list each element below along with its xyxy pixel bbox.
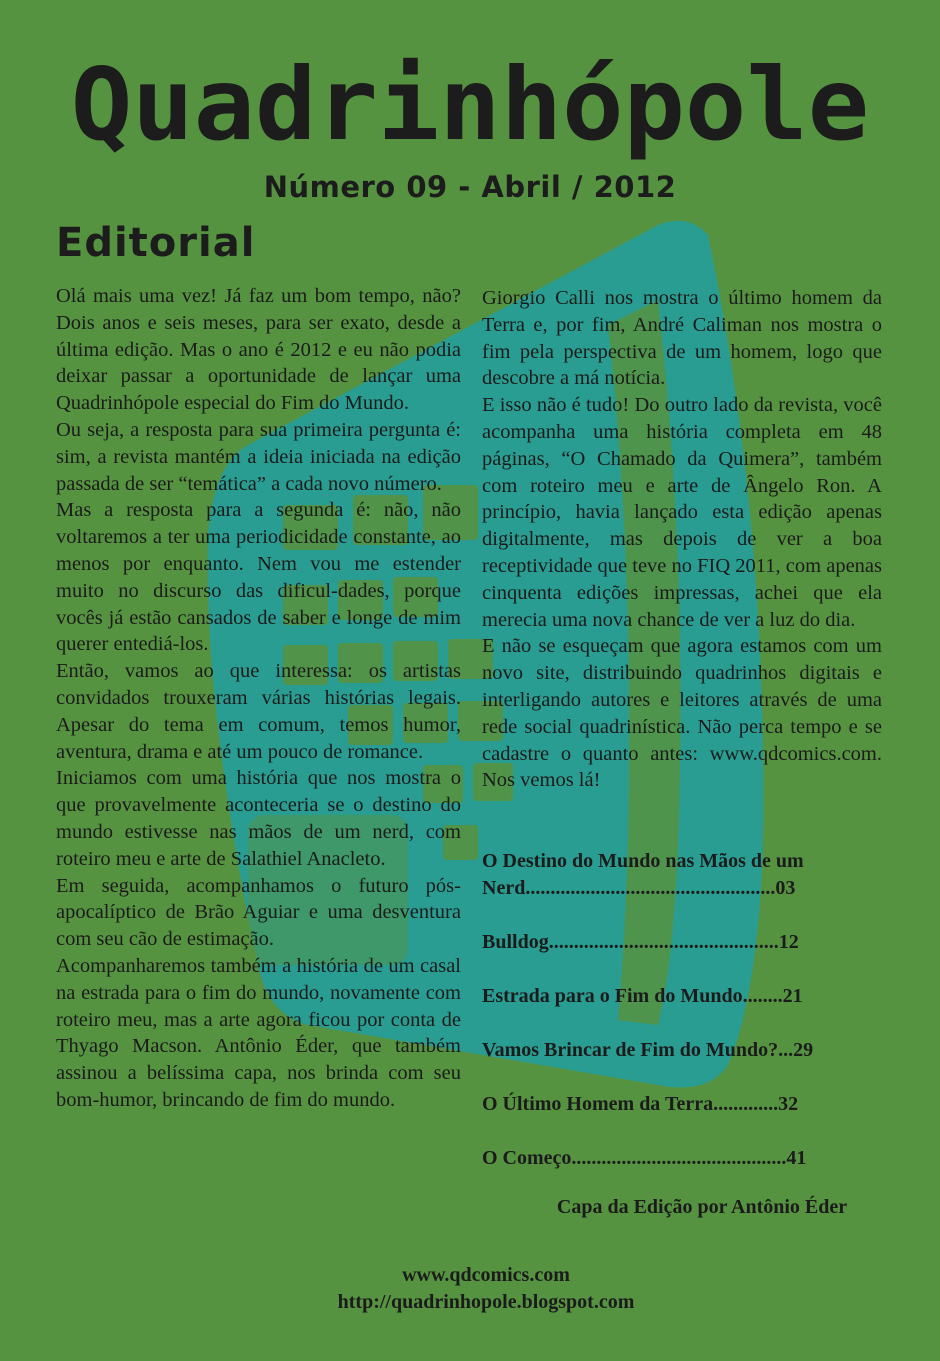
footer — [0, 1262, 940, 1316]
toc-entry: O Último Homem da Terra.............32 — [482, 1093, 799, 1115]
paragraph: Acompanharemos também a história de um casal na estrada para o fim do mundo, novamente com roteiro meu, mas a arte agora ficou por conta de Thyago Macson. Antônio Éder, que também assinou a belíssima capa, nos brinda com seu bom-humor, brincando de fim do mundo. — [56, 954, 461, 1111]
paragraph: E isso não é tudo! Do outro lado da revista, você acompanha uma história completa em 48 páginas, “O Chamado da Quimera”, também com roteiro meu e arte de Ângelo Ron. A princípio, havia lançado esta edição apenas digitalmente, mas depois de ver a boa receptividade que teve no FIQ 2011, com apenas cinquenta edições impressas, achei que ela merecia uma nova chance de ver a luz do dia. — [482, 394, 882, 631]
blog-url: http://quadrinhopole.blogspot.com — [337, 1291, 635, 1313]
site-url: www.qdcomics.com — [402, 1264, 570, 1286]
paragraph: Mas a resposta para a segunda é: não, não voltaremos a ter uma periodicidade constante, ao menos por enquanto. Nem vou me estender muito no discurso das dificul-dades, porque vocês já estão cansados de saber e longe de mim querer entediá-los. — [56, 499, 461, 656]
toc-entry: Bulldog..............................................12 — [482, 931, 799, 953]
paragraph: Giorgio Calli nos mostra o último homem da Terra e, por fim, André Caliman nos mostra o fim pela perspectiva de um homem, logo que descobre a má notícia. — [482, 287, 882, 390]
paragraph: Em seguida, acompanhamos o futuro pós-apocalíptico de Brão Aguiar e uma desventura com seu cão de estimação. — [56, 874, 461, 951]
toc-entry-continued: Nerd..................................................03 — [482, 877, 796, 899]
paragraph: Ou seja, a resposta para sua primeira pergunta é: sim, a revista mantém a ideia iniciada na edição passada de ser “temática” a cada novo número. — [56, 418, 461, 495]
cover-credit: Capa da Edição por Antônio Éder — [556, 1196, 848, 1218]
paragraph: Olá mais uma vez! Já faz um bom tempo, não? Dois anos e seis meses, para ser exato, desde a última edição. Mas o ano é 2012 e eu não podia deixar passar a oportunidade de lançar uma Quadrinhópole especial do Fim do Mundo. — [56, 285, 461, 415]
editorial-left-column — [56, 283, 461, 1114]
paragraph: E não se esqueçam que agora estamos com um novo site, distribuindo quadrinhos digitais e interligando autores e leitores através de uma rede social quadrinística. Não perca tempo e se cadastre o quanto antes: www.qdcomics.com. Nos vemos lá! — [482, 635, 882, 792]
paragraph: Então, vamos ao que interessa: os artistas convidados trouxeram várias histórias legais. Apesar do tema em comum, temos humor, aventura, drama e até um pouco de romance. — [56, 660, 461, 763]
table-of-contents — [482, 848, 882, 1172]
toc-entry: Vamos Brincar de Fim do Mundo?...29 — [482, 1039, 814, 1061]
masthead — [0, 40, 940, 170]
issue-number: Número 09 - Abril / 2012 — [263, 170, 677, 204]
toc-entry: O Começo...........................................41 — [482, 1147, 807, 1169]
toc-entry: O Destino do Mundo nas Mãos de um — [482, 850, 804, 872]
paragraph: Iniciamos com uma história que nos mostra o que provavelmente aconteceria se o destino do mundo estivesse nas mãos de um nerd, com roteiro meu e arte de Salathiel Anacleto. — [56, 767, 461, 870]
magazine-title: Quadrinhópole — [70, 46, 870, 163]
toc-entry: Estrada para o Fim do Mundo........21 — [482, 985, 803, 1007]
editorial-right-column — [482, 285, 882, 794]
section-title: Editorial — [56, 220, 256, 266]
